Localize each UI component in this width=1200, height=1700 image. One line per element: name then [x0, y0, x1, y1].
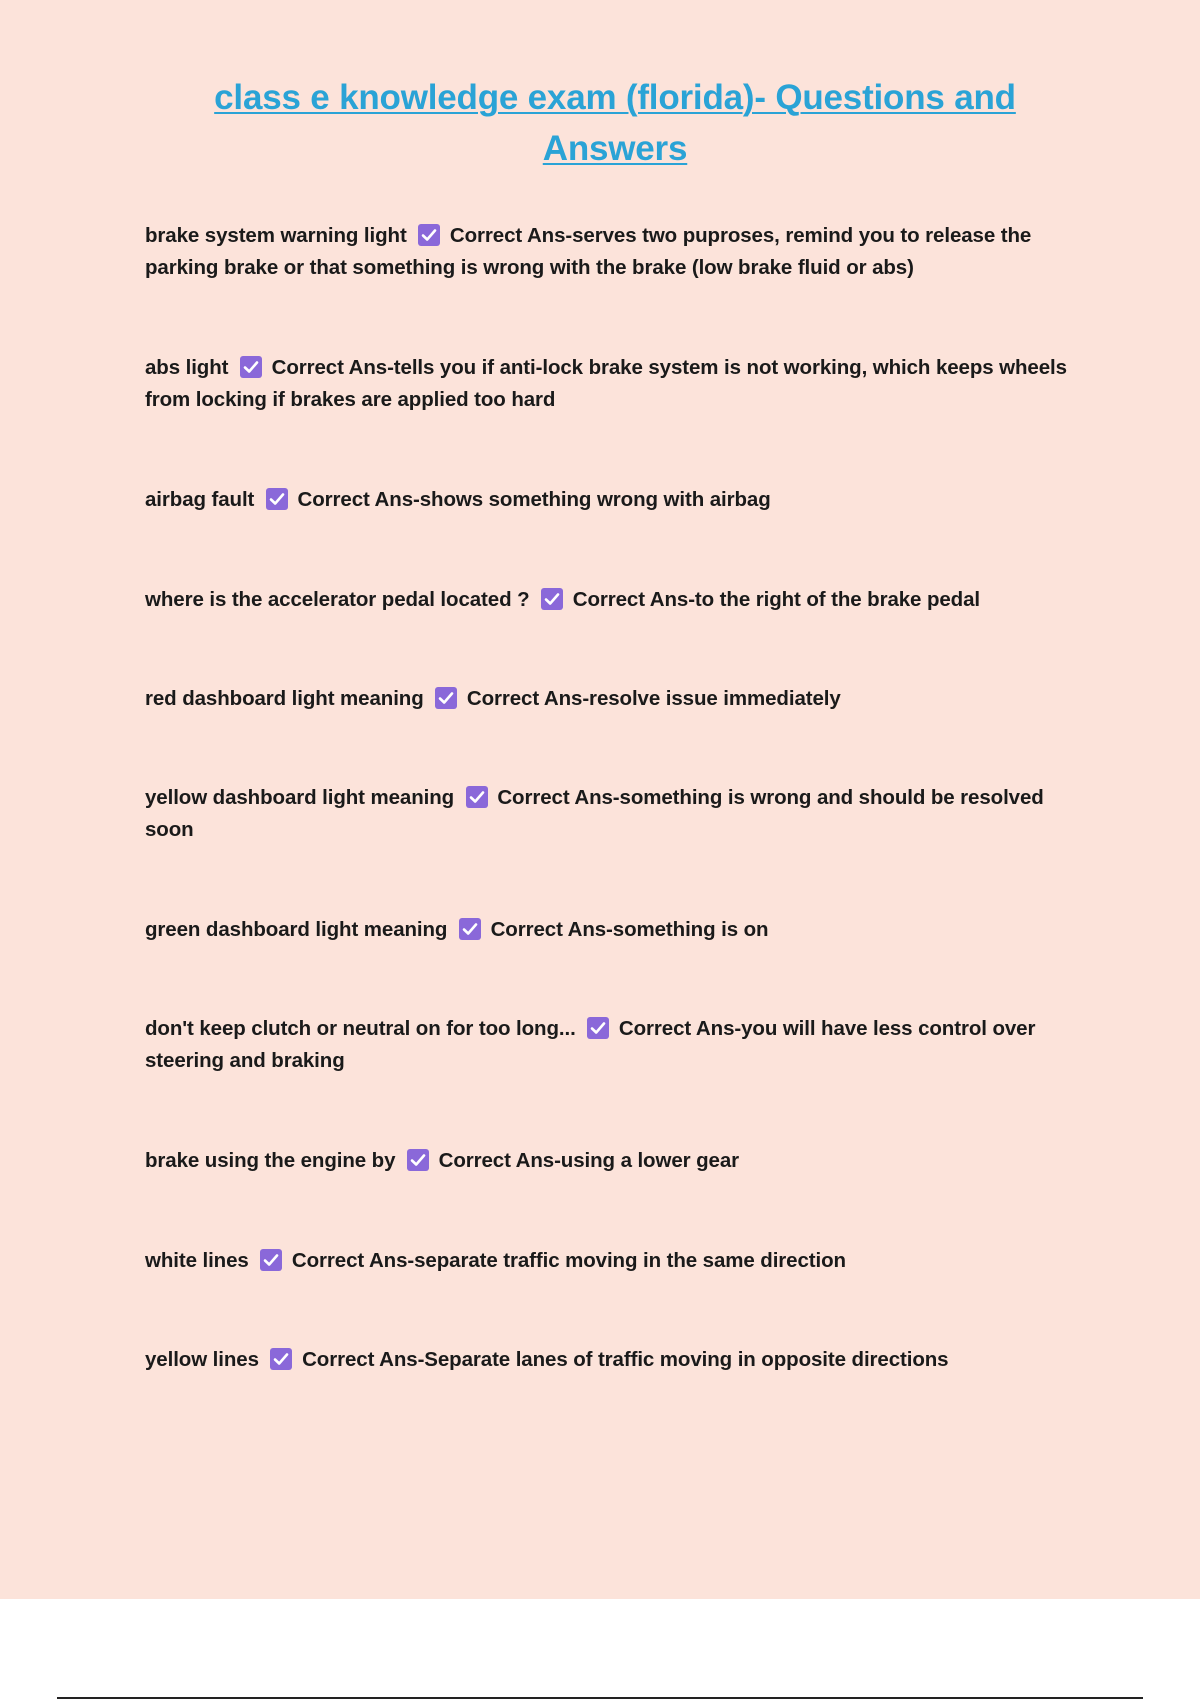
question-text: airbag fault	[145, 488, 255, 511]
qa-item	[145, 352, 1095, 416]
checkbox-checked-icon	[459, 918, 481, 940]
qa-item	[145, 914, 1095, 946]
checkbox-checked-icon	[260, 1249, 282, 1271]
question-text: abs light	[145, 356, 229, 379]
question-text: red dashboard light meaning	[145, 687, 424, 710]
question-text: yellow dashboard light meaning	[145, 786, 455, 809]
qa-item	[145, 1245, 1095, 1277]
qa-item	[145, 484, 1095, 516]
question-text: green dashboard light meaning	[145, 918, 448, 941]
answer-text: Correct Ans-to the right of the brake pedal	[572, 588, 980, 611]
answer-text: Correct Ans-serves two puproses, remind you to release the parking brake or that something is wrong with the brake (low brake fluid or abs)	[145, 224, 1032, 279]
checkbox-checked-icon	[541, 588, 563, 610]
qa-item	[145, 782, 1095, 846]
document-title: class e knowledge exam (florida)- Questions and Answers	[214, 78, 1016, 168]
checkbox-checked-icon	[270, 1348, 292, 1370]
question-text: brake using the engine by	[145, 1149, 396, 1172]
answer-text: Correct Ans-shows something wrong with airbag	[297, 488, 771, 511]
checkbox-checked-icon	[435, 687, 457, 709]
checkbox-checked-icon	[266, 488, 288, 510]
question-text: yellow lines	[145, 1348, 259, 1371]
checkbox-checked-icon	[466, 786, 488, 808]
checkbox-checked-icon	[587, 1017, 609, 1039]
answer-text: Correct Ans-Separate lanes of traffic moving in opposite directions	[302, 1348, 949, 1371]
qa-item	[145, 1145, 1095, 1177]
answer-text: Correct Ans-you will have less control over steering and braking	[145, 1017, 1036, 1072]
answer-text: Correct Ans-something is wrong and should be resolved soon	[145, 786, 1044, 841]
question-text: white lines	[145, 1249, 249, 1272]
question-text: don't keep clutch or neutral on for too long...	[145, 1017, 576, 1040]
answer-text: Correct Ans-something is on	[490, 918, 769, 941]
answer-text: Correct Ans-separate traffic moving in the same direction	[291, 1249, 846, 1272]
question-text: where is the accelerator pedal located ?	[145, 588, 530, 611]
qa-item	[145, 584, 1095, 616]
qa-item	[145, 1013, 1095, 1077]
qa-item	[145, 1344, 1095, 1376]
answer-text: Correct Ans-using a lower gear	[438, 1149, 740, 1172]
footer-divider	[57, 1697, 1143, 1699]
answer-text: Correct Ans-tells you if anti-lock brake system is not working, which keeps wheels from locking if brakes are applied too hard	[145, 356, 1067, 411]
checkbox-checked-icon	[407, 1149, 429, 1171]
answer-text: Correct Ans-resolve issue immediately	[466, 687, 841, 710]
checkbox-checked-icon	[418, 224, 440, 246]
qa-item	[145, 683, 1095, 715]
question-text: brake system warning light	[145, 224, 407, 247]
qa-item	[145, 220, 1095, 284]
checkbox-checked-icon	[240, 356, 262, 378]
